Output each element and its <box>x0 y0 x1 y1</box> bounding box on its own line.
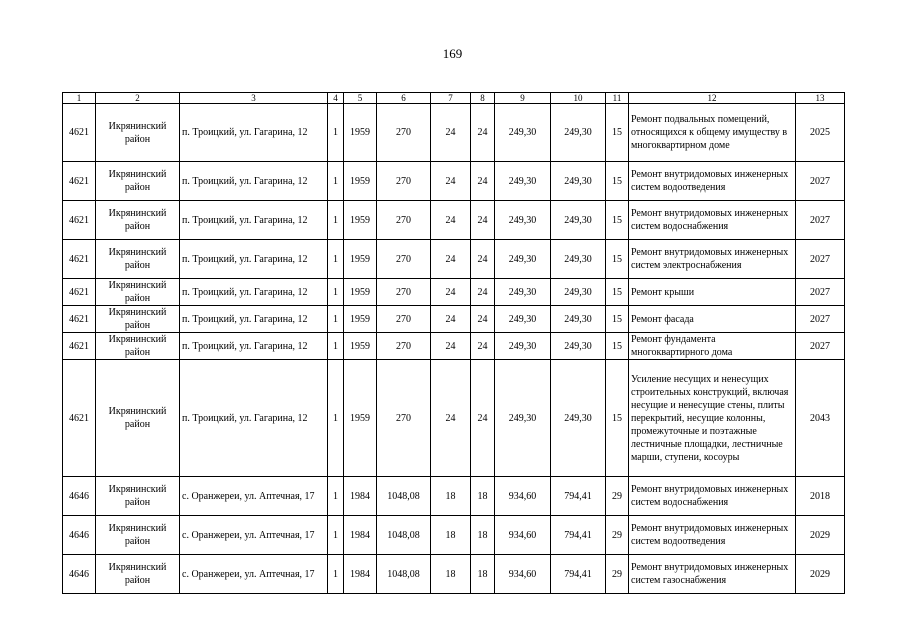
apartments-total-cell: 24 <box>431 201 471 240</box>
building-type-cell: 1 <box>328 516 344 555</box>
apartments-residential-cell: 18 <box>471 516 495 555</box>
total-area-cell: 270 <box>377 279 431 306</box>
residential-area-cell: 794,41 <box>551 477 606 516</box>
column-number: 6 <box>377 93 431 104</box>
object-id-cell: 4621 <box>63 306 96 333</box>
total-area-cell: 270 <box>377 360 431 477</box>
living-area-cell: 934,60 <box>495 555 551 594</box>
work-type-cell: Ремонт внутридомовых инженерных систем электроснабжения <box>629 240 796 279</box>
table-row <box>63 360 845 477</box>
building-type-cell: 1 <box>328 240 344 279</box>
apartments-residential-cell: 24 <box>471 279 495 306</box>
column-number: 7 <box>431 93 471 104</box>
address-cell: п. Троицкий, ул. Гагарина, 12 <box>180 306 328 333</box>
district-cell: Икрянинский район <box>96 516 180 555</box>
apartments-residential-cell: 24 <box>471 306 495 333</box>
address-cell: п. Троицкий, ул. Гагарина, 12 <box>180 201 328 240</box>
column-number: 5 <box>344 93 377 104</box>
residents-cell: 15 <box>606 240 629 279</box>
apartments-total-cell: 18 <box>431 516 471 555</box>
apartments-residential-cell: 24 <box>471 360 495 477</box>
district-cell: Икрянинский район <box>96 306 180 333</box>
living-area-cell: 249,30 <box>495 104 551 162</box>
residents-cell: 29 <box>606 477 629 516</box>
residents-cell: 15 <box>606 201 629 240</box>
apartments-residential-cell: 24 <box>471 333 495 360</box>
object-id-cell: 4646 <box>63 477 96 516</box>
apartments-residential-cell: 24 <box>471 201 495 240</box>
total-area-cell: 270 <box>377 201 431 240</box>
column-number: 11 <box>606 93 629 104</box>
planned-year-cell: 2027 <box>796 240 845 279</box>
building-type-cell: 1 <box>328 477 344 516</box>
building-type-cell: 1 <box>328 360 344 477</box>
column-number: 9 <box>495 93 551 104</box>
apartments-residential-cell: 24 <box>471 162 495 201</box>
column-number: 2 <box>96 93 180 104</box>
year-built-cell: 1959 <box>344 360 377 477</box>
planned-year-cell: 2027 <box>796 306 845 333</box>
address-cell: п. Троицкий, ул. Гагарина, 12 <box>180 162 328 201</box>
apartments-total-cell: 18 <box>431 555 471 594</box>
building-type-cell: 1 <box>328 306 344 333</box>
address-cell: п. Троицкий, ул. Гагарина, 12 <box>180 333 328 360</box>
year-built-cell: 1959 <box>344 201 377 240</box>
object-id-cell: 4621 <box>63 104 96 162</box>
address-cell: п. Троицкий, ул. Гагарина, 12 <box>180 360 328 477</box>
address-cell: п. Троицкий, ул. Гагарина, 12 <box>180 240 328 279</box>
table-row <box>63 162 845 201</box>
residential-area-cell: 794,41 <box>551 555 606 594</box>
apartments-residential-cell: 18 <box>471 477 495 516</box>
planned-year-cell: 2029 <box>796 555 845 594</box>
year-built-cell: 1959 <box>344 279 377 306</box>
planned-year-cell: 2018 <box>796 477 845 516</box>
residential-area-cell: 249,30 <box>551 240 606 279</box>
residents-cell: 15 <box>606 162 629 201</box>
year-built-cell: 1984 <box>344 516 377 555</box>
apartments-total-cell: 24 <box>431 333 471 360</box>
table-row <box>63 104 845 162</box>
living-area-cell: 934,60 <box>495 477 551 516</box>
total-area-cell: 270 <box>377 240 431 279</box>
apartments-residential-cell: 18 <box>471 555 495 594</box>
total-area-cell: 1048,08 <box>377 477 431 516</box>
column-number: 1 <box>63 93 96 104</box>
work-type-cell: Ремонт подвальных помещений, относящихся к общему имуществу в многоквартирном доме <box>629 104 796 162</box>
total-area-cell: 270 <box>377 104 431 162</box>
total-area-cell: 1048,08 <box>377 516 431 555</box>
planned-year-cell: 2027 <box>796 279 845 306</box>
total-area-cell: 270 <box>377 306 431 333</box>
residential-area-cell: 249,30 <box>551 162 606 201</box>
district-cell: Икрянинский район <box>96 162 180 201</box>
object-id-cell: 4621 <box>63 240 96 279</box>
living-area-cell: 249,30 <box>495 333 551 360</box>
work-type-cell: Ремонт внутридомовых инженерных систем водоотведения <box>629 162 796 201</box>
address-cell: с. Оранжереи, ул. Аптечная, 17 <box>180 555 328 594</box>
living-area-cell: 249,30 <box>495 306 551 333</box>
district-cell: Икрянинский район <box>96 279 180 306</box>
living-area-cell: 249,30 <box>495 279 551 306</box>
building-type-cell: 1 <box>328 333 344 360</box>
residents-cell: 15 <box>606 104 629 162</box>
object-id-cell: 4621 <box>63 333 96 360</box>
object-id-cell: 4646 <box>63 555 96 594</box>
district-cell: Икрянинский район <box>96 240 180 279</box>
table-row <box>63 306 845 333</box>
district-cell: Икрянинский район <box>96 555 180 594</box>
address-cell: с. Оранжереи, ул. Аптечная, 17 <box>180 516 328 555</box>
table-row <box>63 333 845 360</box>
residential-area-cell: 249,30 <box>551 201 606 240</box>
planned-year-cell: 2043 <box>796 360 845 477</box>
total-area-cell: 270 <box>377 162 431 201</box>
column-number: 4 <box>328 93 344 104</box>
year-built-cell: 1984 <box>344 477 377 516</box>
residents-cell: 15 <box>606 279 629 306</box>
table-row <box>63 201 845 240</box>
year-built-cell: 1984 <box>344 555 377 594</box>
residential-area-cell: 249,30 <box>551 279 606 306</box>
column-number-row <box>63 93 845 104</box>
work-type-cell: Ремонт фундамента многоквартирного дома <box>629 333 796 360</box>
work-type-cell: Ремонт крыши <box>629 279 796 306</box>
living-area-cell: 249,30 <box>495 240 551 279</box>
year-built-cell: 1959 <box>344 240 377 279</box>
living-area-cell: 249,30 <box>495 360 551 477</box>
building-type-cell: 1 <box>328 104 344 162</box>
work-type-cell: Ремонт внутридомовых инженерных систем газоснабжения <box>629 555 796 594</box>
residents-cell: 15 <box>606 360 629 477</box>
living-area-cell: 249,30 <box>495 162 551 201</box>
residents-cell: 29 <box>606 516 629 555</box>
apartments-total-cell: 18 <box>431 477 471 516</box>
total-area-cell: 1048,08 <box>377 555 431 594</box>
work-type-cell: Ремонт внутридомовых инженерных систем водоснабжения <box>629 477 796 516</box>
table-row <box>63 477 845 516</box>
planned-year-cell: 2027 <box>796 201 845 240</box>
residential-area-cell: 249,30 <box>551 306 606 333</box>
district-cell: Икрянинский район <box>96 360 180 477</box>
year-built-cell: 1959 <box>344 306 377 333</box>
address-cell: п. Троицкий, ул. Гагарина, 12 <box>180 104 328 162</box>
address-cell: с. Оранжереи, ул. Аптечная, 17 <box>180 477 328 516</box>
column-number: 12 <box>629 93 796 104</box>
apartments-residential-cell: 24 <box>471 104 495 162</box>
living-area-cell: 249,30 <box>495 201 551 240</box>
column-number: 8 <box>471 93 495 104</box>
residential-area-cell: 249,30 <box>551 333 606 360</box>
residential-area-cell: 249,30 <box>551 104 606 162</box>
table-row <box>63 240 845 279</box>
residents-cell: 29 <box>606 555 629 594</box>
planned-year-cell: 2027 <box>796 162 845 201</box>
apartments-total-cell: 24 <box>431 306 471 333</box>
apartments-total-cell: 24 <box>431 279 471 306</box>
program-table <box>62 92 845 594</box>
work-type-cell: Ремонт фасада <box>629 306 796 333</box>
page-number: 169 <box>442 46 463 61</box>
table-row <box>63 516 845 555</box>
work-type-cell: Ремонт внутридомовых инженерных систем водоснабжения <box>629 201 796 240</box>
table-row <box>63 555 845 594</box>
apartments-total-cell: 24 <box>431 104 471 162</box>
district-cell: Икрянинский район <box>96 477 180 516</box>
address-cell: п. Троицкий, ул. Гагарина, 12 <box>180 279 328 306</box>
total-area-cell: 270 <box>377 333 431 360</box>
object-id-cell: 4621 <box>63 360 96 477</box>
object-id-cell: 4621 <box>63 279 96 306</box>
year-built-cell: 1959 <box>344 162 377 201</box>
residential-area-cell: 249,30 <box>551 360 606 477</box>
column-number: 3 <box>180 93 328 104</box>
work-type-cell: Усиление несущих и ненесущих строительных конструкций, включая несущие и ненесущие стены, плиты перекрытий, несущие колонны, промежуточные и поэтажные лестничные площадки, лестничные марши, ступени, косоуры <box>629 360 796 477</box>
object-id-cell: 4621 <box>63 201 96 240</box>
apartments-total-cell: 24 <box>431 240 471 279</box>
column-number: 10 <box>551 93 606 104</box>
building-type-cell: 1 <box>328 201 344 240</box>
year-built-cell: 1959 <box>344 333 377 360</box>
living-area-cell: 934,60 <box>495 516 551 555</box>
apartments-total-cell: 24 <box>431 162 471 201</box>
residential-area-cell: 794,41 <box>551 516 606 555</box>
object-id-cell: 4646 <box>63 516 96 555</box>
residents-cell: 15 <box>606 333 629 360</box>
planned-year-cell: 2027 <box>796 333 845 360</box>
building-type-cell: 1 <box>328 162 344 201</box>
district-cell: Икрянинский район <box>96 333 180 360</box>
work-type-cell: Ремонт внутридомовых инженерных систем водоотведения <box>629 516 796 555</box>
building-type-cell: 1 <box>328 555 344 594</box>
planned-year-cell: 2029 <box>796 516 845 555</box>
district-cell: Икрянинский район <box>96 201 180 240</box>
residents-cell: 15 <box>606 306 629 333</box>
apartments-total-cell: 24 <box>431 360 471 477</box>
table-row <box>63 279 845 306</box>
apartments-residential-cell: 24 <box>471 240 495 279</box>
district-cell: Икрянинский район <box>96 104 180 162</box>
building-type-cell: 1 <box>328 279 344 306</box>
year-built-cell: 1959 <box>344 104 377 162</box>
column-number: 13 <box>796 93 845 104</box>
planned-year-cell: 2025 <box>796 104 845 162</box>
object-id-cell: 4621 <box>63 162 96 201</box>
